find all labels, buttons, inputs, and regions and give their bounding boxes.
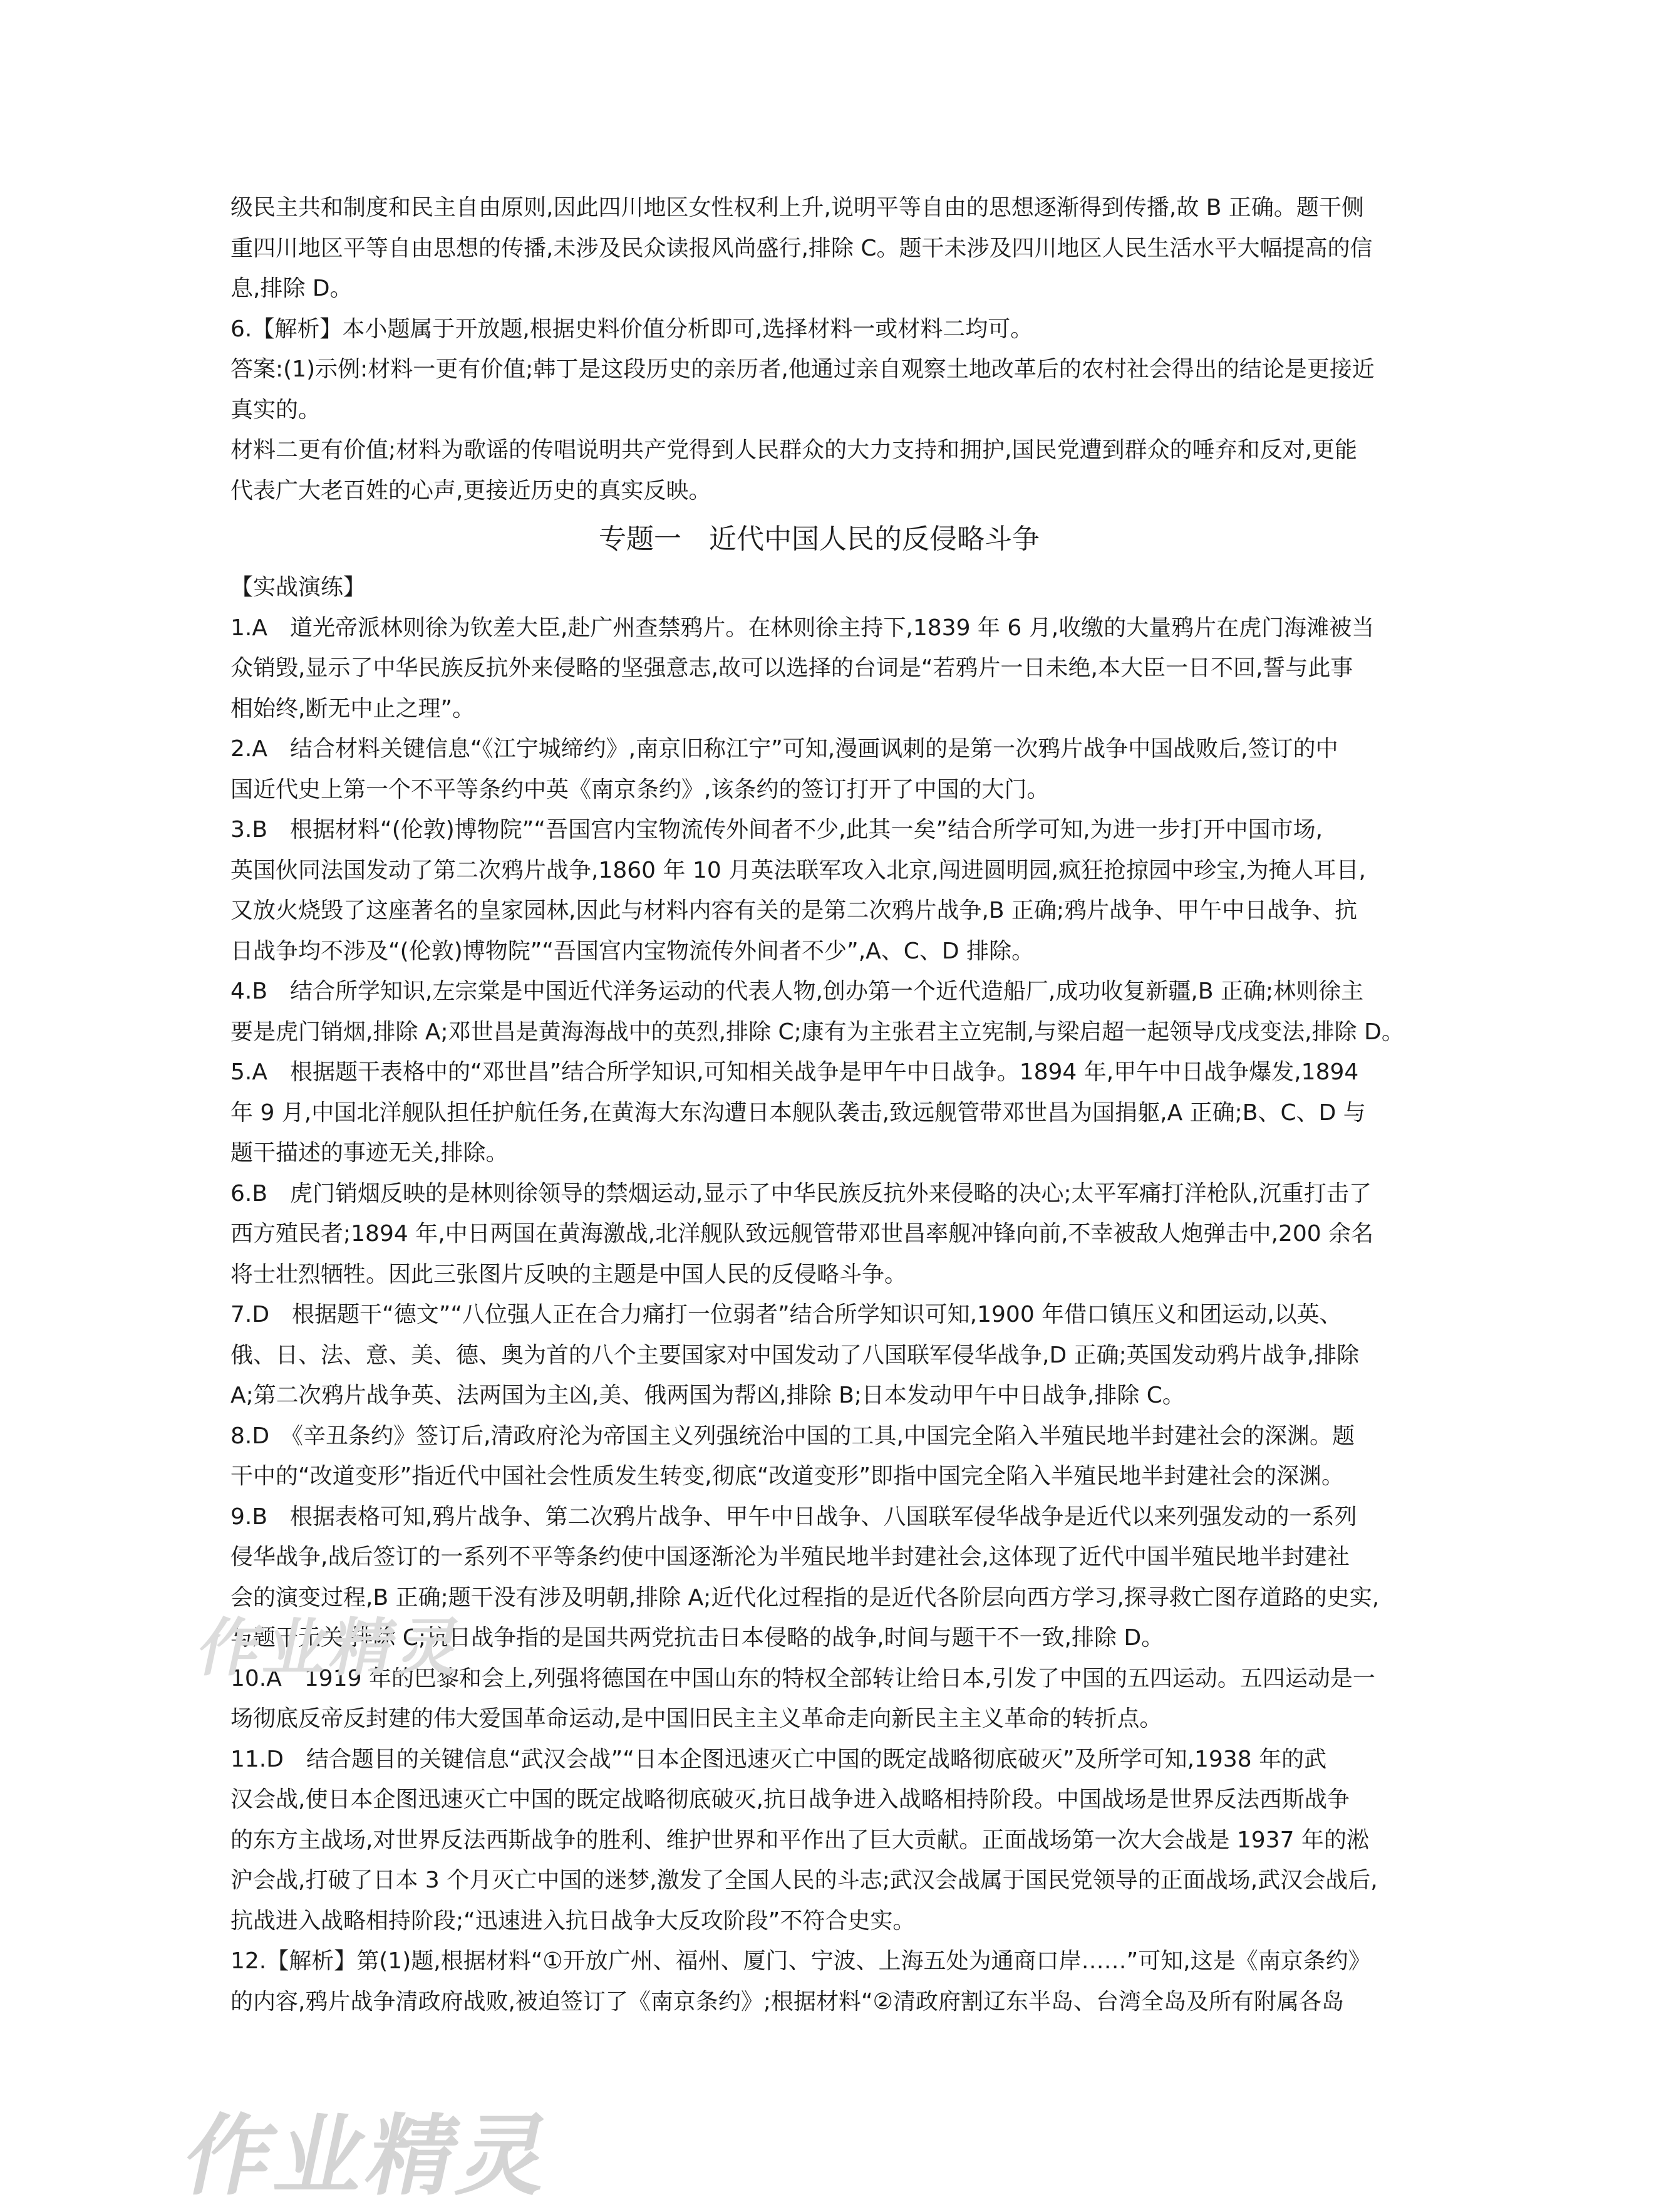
- text-line: 答案:(1)示例:材料一更有价值;韩丁是这段历史的亲历者,他通过亲自观察土地改革后的农村社会得出的结论是更接近: [230, 356, 1375, 382]
- text-line: 题干描述的事迹无关,排除。: [230, 1140, 509, 1166]
- watermark-logo: 作业精灵: [191, 1611, 473, 1685]
- text-line: 10.A 1919 年的巴黎和会上,列强将德国在中国山东的特权全部转让给日本,引发了中国的五四运动。五四运动是一: [230, 1665, 1375, 1691]
- text-line: 相始终,断无中止之理”。: [230, 695, 475, 722]
- text-line: 3.B 根据材料“(伦敦)博物院”“吾国宫内宝物流传外间者不少,此其一矣”结合所学可知,为进一步打开中国市场,: [230, 817, 1323, 843]
- text-line: 国近代史上第一个不平等条约中英《南京条约》,该条约的签订打开了中国的大门。: [230, 776, 1050, 802]
- text-line: 8.D 《辛丑条约》签订后,清政府沦为帝国主义列强统治中国的工具,中国完全陷入半殖民地半封建社会的深渊。题: [230, 1423, 1355, 1449]
- text-line: 场彻底反帝反封建的伟大爱国革命运动,是中国旧民主主义革命走向新民主主义革命的转折点。: [230, 1706, 1162, 1732]
- text-line: 将士壮烈牺牲。因此三张图片反映的主题是中国人民的反侵略斗争。: [230, 1261, 907, 1287]
- text-line: 的东方主战场,对世界反法西斯战争的胜利、维护世界和平作出了巨大贡献。正面战场第一次大会战是 1937 年的淞: [230, 1827, 1369, 1853]
- text-line: 要是虎门销烟,排除 A;邓世昌是黄海海战中的英烈,排除 C;康有为主张君主立宪制,与梁启超一起领导戊戌变法,排除 D。: [230, 1019, 1404, 1045]
- text-line: 11.D 结合题目的关键信息“武汉会战”“日本企图迅速灭亡中国的既定战略彻底破灭”及所学可知,1938 年的武: [230, 1746, 1327, 1772]
- text-line: 日战争均不涉及“(伦敦)博物院”“吾国宫内宝物流传外间者不少”,A、C、D 排除。: [230, 938, 1035, 964]
- text-line: 息,排除 D。: [230, 276, 353, 301]
- text-line: 级民主共和制度和民主自由原则,因此四川地区女性权利上升,说明平等自由的思想逐渐得到传播,故 B 正确。题干侧: [230, 195, 1364, 221]
- section-title: 专题一 近代中国人民的反侵略斗争: [599, 523, 1040, 555]
- text-line: 7.D 根据题干“德文”“八位强人正在合力痛打一位弱者”结合所学知识可知,1900 年借口镇压义和团运动,以英、: [230, 1302, 1342, 1327]
- text-line: 又放火烧毁了这座著名的皇家园林,因此与材料内容有关的是第二次鸦片战争,B 正确;鸦片战争、甲午中日战争、抗: [230, 898, 1358, 923]
- text-line: 西方殖民者;1894 年,中日两国在黄海激战,北洋舰队致远舰管带邓世昌率舰冲锋向前,不幸被敌人炮弹击中,200 余名: [230, 1221, 1374, 1247]
- text-line: 6.B 虎门销烟反映的是林则徐领导的禁烟运动,显示了中华民族反抗外来侵略的决心;太平军痛打洋枪队,沉重打击了: [230, 1180, 1372, 1207]
- text-line: 的内容,鸦片战争清政府战败,被迫签订了《南京条约》;根据材料“②清政府割辽东半岛、台湾全岛及所有附属各岛: [230, 1988, 1344, 2015]
- text-line: 【实战演练】: [230, 574, 366, 600]
- text-line: 4.B 结合所学知识,左宗棠是中国近代洋务运动的代表人物,创办第一个近代造船厂,成功收复新疆,B 正确;林则徐主: [230, 979, 1364, 1004]
- text-line: 6.【解析】本小题属于开放题,根据史料价值分析即可,选择材料一或材料二均可。: [230, 316, 1033, 342]
- text-line: 沪会战,打破了日本 3 个月灭亡中国的迷梦,激发了全国人民的斗志;武汉会战属于国民党领导的正面战场,武汉会战后,: [230, 1867, 1378, 1893]
- text-line: 汉会战,使日本企图迅速灭亡中国的既定战略彻底破灭,抗日战争进入战略相持阶段。中国战场是世界反法西斯战争: [230, 1787, 1350, 1812]
- text-line: 俄、日、法、意、美、德、奥为首的八个主要国家对中国发动了八国联军侵华战争,D 正确;英国发动鸦片战争,排除: [230, 1342, 1360, 1368]
- document-body: [230, 188, 1408, 2022]
- text-line: 年 9 月,中国北洋舰队担任护航任务,在黄海大东沟遭日本舰队袭击,致远舰管带邓世昌为国捐躯,A 正确;B、C、D 与: [230, 1099, 1366, 1126]
- watermark-logo: 作业精灵: [175, 2105, 564, 2208]
- text-line: A;第二次鸦片战争英、法两国为主凶,美、俄两国为帮凶,排除 B;日本发动甲午中日战争,排除 C。: [230, 1383, 1185, 1408]
- text-line: 侵华战争,战后签订的一系列不平等条约使中国逐渐沦为半殖民地半封建社会,这体现了近代中国半殖民地半封建社: [230, 1544, 1350, 1570]
- text-line: 英国伙同法国发动了第二次鸦片战争,1860 年 10 月英法联军攻入北京,闯进圆明园,疯狂抢掠园中珍宝,为掩人耳目,: [230, 857, 1366, 883]
- text-line: 12.【解析】第(1)题,根据材料“①开放广州、福州、厦门、宁波、上海五处为通商口岸……”可知,这是《南京条约》: [230, 1948, 1371, 1974]
- text-line: 重四川地区平等自由思想的传播,未涉及民众读报风尚盛行,排除 C。题干未涉及四川地区人民生活水平大幅提高的信: [230, 235, 1373, 261]
- text-line: 1.A 道光帝派林则徐为钦差大臣,赴广州查禁鸦片。在林则徐主持下,1839 年 6 月,收缴的大量鸦片在虎门海滩被当: [230, 615, 1375, 641]
- text-line: 干中的“改道变形”指近代中国社会性质发生转变,彻底“改道变形”即指中国完全陷入半殖民地半封建社会的深渊。: [230, 1463, 1345, 1489]
- text-line: 5.A 根据题干表格中的“邓世昌”结合所学知识,可知相关战争是甲午中日战争。1894 年,甲午中日战争爆发,1894: [230, 1059, 1359, 1085]
- text-line: 材料二更有价值;材料为歌谣的传唱说明共产党得到人民群众的大力支持和拥护,国民党遭到群众的唾弃和反对,更能: [230, 437, 1358, 463]
- text-line: 2.A 结合材料关键信息“《江宁城缔约》,南京旧称江宁”可知,漫画讽刺的是第一次鸦片战争中国战败后,签订的中: [230, 736, 1338, 762]
- text-line: 真实的。: [230, 397, 321, 423]
- text-line: 代表广大老百姓的心声,更接近历史的真实反映。: [230, 477, 711, 504]
- text-line: 与题干无关,排除 C;抗日战争指的是国共两党抗击日本侵略的战争,时间与题干不一致,排除 D。: [230, 1625, 1164, 1651]
- text-line: 抗战进入战略相持阶段;“迅速进入抗日战争大反攻阶段”不符合史实。: [230, 1908, 916, 1934]
- text-line: 会的演变过程,B 正确;题干没有涉及明朝,排除 A;近代化过程指的是近代各阶层向西方学习,探寻救亡图存道路的史实,: [230, 1584, 1380, 1611]
- text-line: 9.B 根据表格可知,鸦片战争、第二次鸦片战争、甲午中日战争、八国联军侵华战争是近代以来列强发动的一系列: [230, 1503, 1357, 1530]
- text-line: 众销毁,显示了中华民族反抗外来侵略的坚强意志,故可以选择的台词是“若鸦片一日未绝,本大臣一日不回,誓与此事: [230, 655, 1353, 681]
